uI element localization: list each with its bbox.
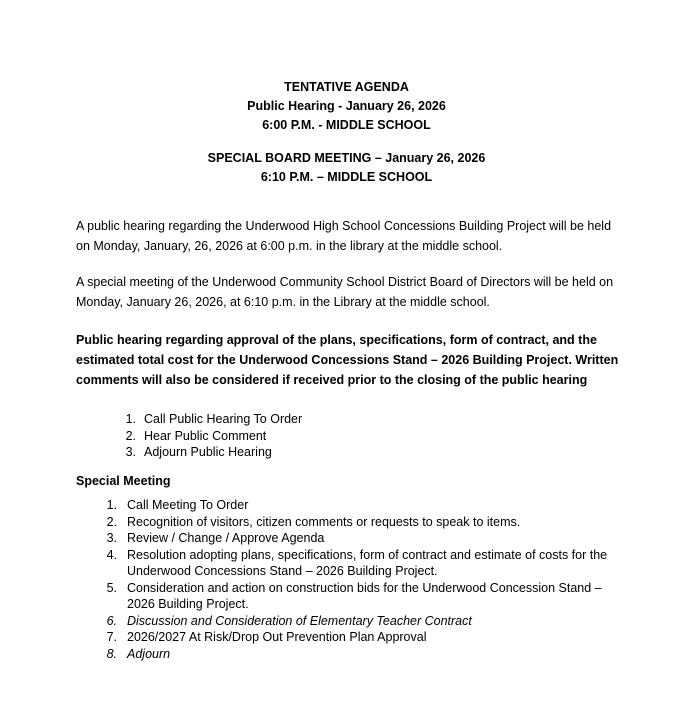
item-text: Resolution adopting plans, specifications, form of contract and estimate of costs for the Underwood Concessions Stand – 2026 Building Project. [127, 547, 608, 578]
meeting-title-date: SPECIAL BOARD MEETING – January 26, 2026 [207, 151, 486, 165]
hearing-time-location: 6:00 P.M. - MIDDLE SCHOOL [262, 118, 431, 132]
item-text: Recognition of visitors, citizen comments or requests to speak to items. [127, 514, 521, 529]
item-number: 4. [106, 547, 117, 562]
item-text: Discussion and Consideration of Elementary Teacher Contract [127, 613, 472, 628]
item-number: 1. [125, 412, 136, 426]
list-item [124, 428, 524, 445]
item-text: Adjourn Public Hearing [144, 445, 272, 459]
item-text: 2026/2027 At Risk/Drop Out Prevention Plan Approval [127, 630, 427, 644]
meeting-notice-paragraph: A special meeting of the Underwood Community School District Board of Directors will be held on Monday, January 26, 2026, at 6:10 p.m. in the Library at the middle school. [76, 275, 614, 309]
item-number: 1. [106, 498, 117, 512]
item-number: 3. [106, 531, 117, 545]
item-number: 5. [106, 580, 117, 595]
item-text: Adjourn [127, 646, 171, 661]
hearing-header [0, 78, 693, 135]
list-item [105, 497, 625, 514]
item-text: Hear Public Comment [144, 428, 267, 443]
item-number: 7. [106, 630, 117, 644]
meeting-header [0, 149, 693, 187]
item-text: Call Meeting To Order [127, 498, 249, 512]
agenda-title: TENTATIVE AGENDA [284, 80, 409, 94]
item-text: Call Public Hearing To Order [144, 412, 303, 426]
meeting-time-location: 6:10 P.M. – MIDDLE SCHOOL [260, 170, 433, 184]
item-text: Consideration and action on construction bids for the Underwood Concession Stand – 2026 Building Project. [127, 580, 602, 611]
hearing-topic-paragraph: Public hearing regarding approval of the plans, specifications, form of contract, and the estimated total cost for the Underwood Concessions Stand – 2026 Building Project. Written comments will also be considered if received prior to the closing of the public hearing [76, 333, 619, 387]
item-number: 2. [106, 514, 117, 529]
hearing-items-list [124, 411, 524, 461]
list-item [105, 629, 625, 646]
list-item [105, 547, 625, 580]
item-number: 8. [106, 646, 117, 661]
list-item [105, 646, 625, 663]
list-item [105, 530, 625, 547]
hearing-date: Public Hearing - January 26, 2026 [247, 99, 446, 113]
item-number: 6. [106, 613, 117, 628]
item-text: Review / Change / Approve Agenda [127, 531, 325, 545]
special-meeting-list [105, 497, 625, 662]
list-item [105, 514, 625, 531]
special-meeting-heading: Special Meeting [76, 474, 171, 488]
item-number: 3. [125, 445, 136, 459]
list-item [105, 580, 625, 613]
hearing-notice-paragraph: A public hearing regarding the Underwood High School Concessions Building Project will be held on Monday, January, 26, 2026 at 6:00 p.m. in the library at the middle school. [76, 219, 612, 253]
list-item [124, 411, 524, 428]
list-item [105, 613, 625, 630]
item-number: 2. [125, 428, 136, 443]
list-item [124, 444, 524, 461]
